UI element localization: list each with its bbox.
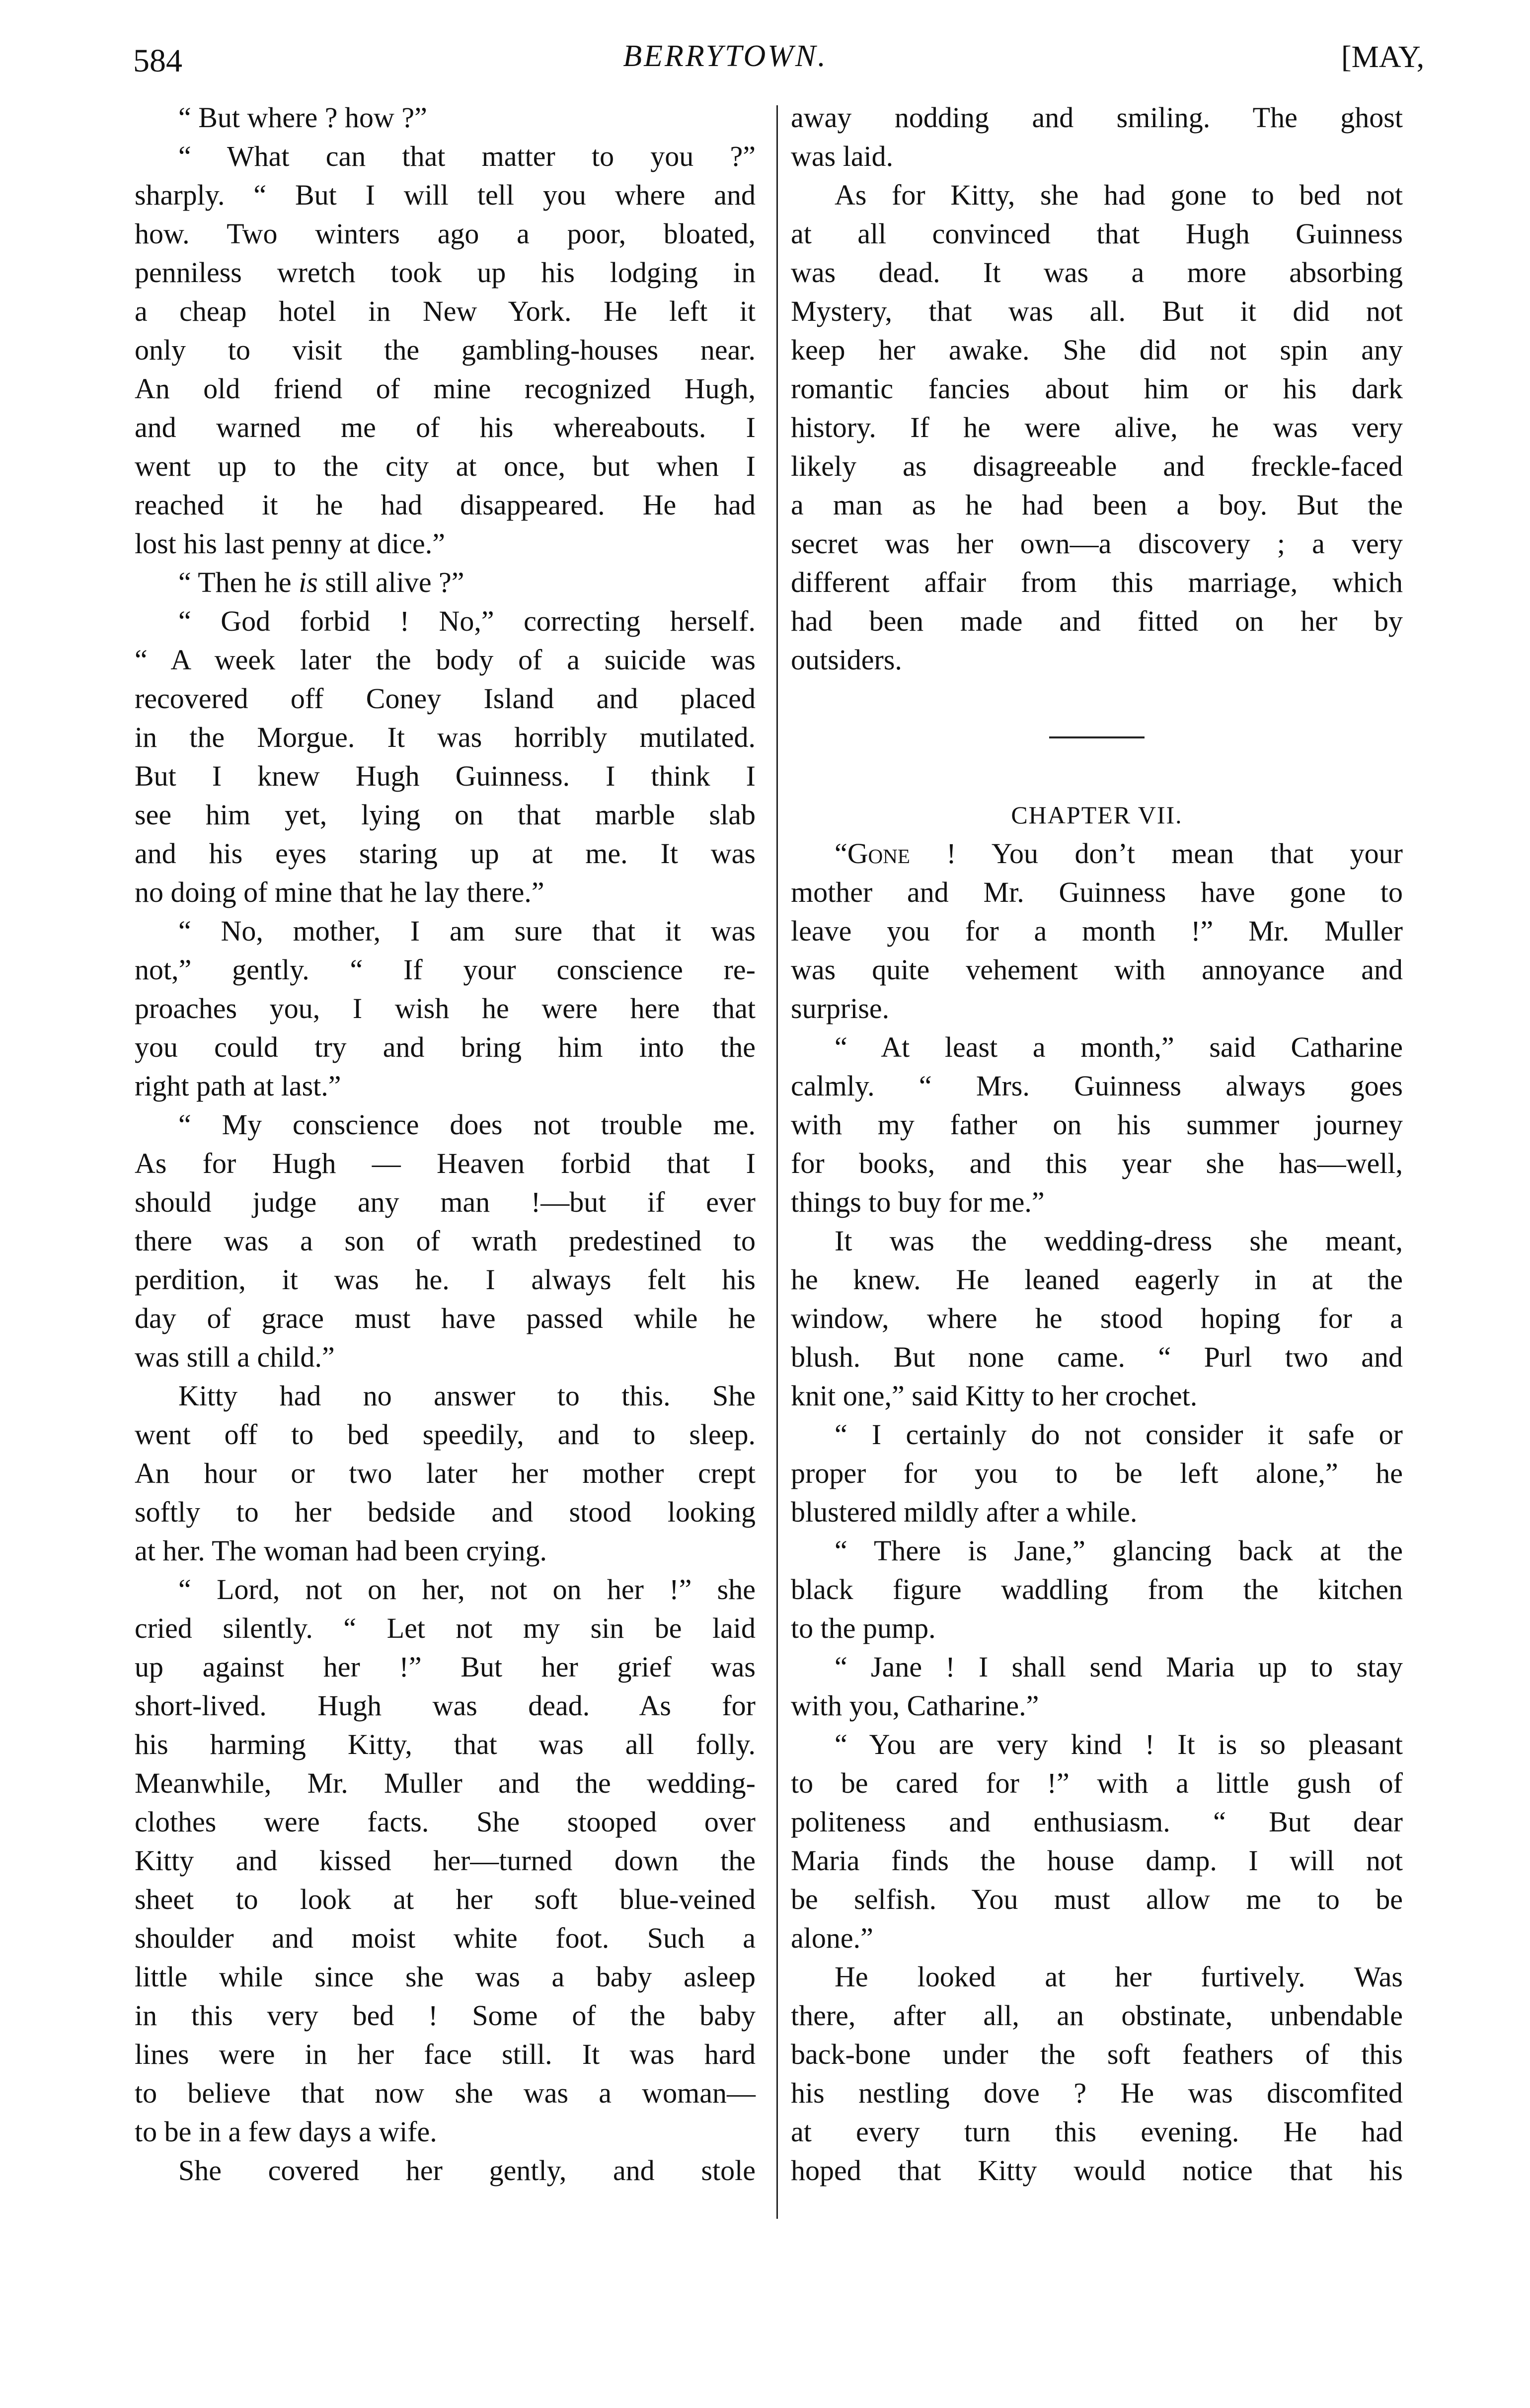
line-text: was quite vehement with annoyance and <box>791 953 1403 986</box>
line-text: you could try and bring him into the <box>135 1031 756 1063</box>
line-text: his harming Kitty, that was all folly. <box>135 1728 756 1760</box>
line-text: was dead. It was a more absorbing <box>791 256 1403 289</box>
line-text: be selfish. You must allow me to be <box>791 1883 1403 1915</box>
line-text: perdition, it was he. I always felt his <box>135 1263 756 1296</box>
text-line <box>791 137 1403 176</box>
line-text: calmly. “ Mrs. Guinness always goes <box>791 1070 1403 1102</box>
line-text: An old friend of mine recognized Hugh, <box>135 372 756 405</box>
line-text: “ At least a month,” said Catharine <box>835 1031 1403 1063</box>
text-line <box>791 176 1403 215</box>
line-text-continued: ! You don’t mean that your <box>910 837 1403 870</box>
line-text: things to buy for me.” <box>791 1186 1045 1218</box>
text-line <box>791 1105 1403 1144</box>
text-line <box>135 1454 756 1493</box>
text-line <box>791 873 1403 912</box>
right-column <box>791 98 1403 2190</box>
text-line <box>135 796 756 834</box>
text-line <box>791 1880 1403 1919</box>
text-line <box>791 1841 1403 1880</box>
line-text: there was a son of wrath predestined to <box>135 1225 756 1257</box>
line-text: for books, and this year she has—well, <box>791 1147 1403 1179</box>
text-line <box>135 563 756 602</box>
right-column-before-break <box>791 98 1403 679</box>
line-text: surprise. <box>791 992 890 1024</box>
line-text: day of grace must have passed while he <box>135 1302 756 1334</box>
text-line <box>135 834 756 873</box>
text-line <box>135 253 756 292</box>
line-text: An hour or two later her mother crept <box>135 1457 756 1489</box>
text-line <box>135 1415 756 1454</box>
line-text: secret was her own—a discovery ; a very <box>791 527 1403 560</box>
text-line <box>135 176 756 215</box>
running-head <box>0 20 1530 79</box>
text-line <box>135 912 756 950</box>
text-line <box>791 1570 1403 1609</box>
text-line <box>135 292 756 331</box>
text-line <box>791 292 1403 331</box>
line-text: a man as he had been a boy. But the <box>791 489 1403 521</box>
text-line <box>791 1144 1403 1183</box>
line-text: softly to her bedside and stood looking <box>135 1496 756 1528</box>
line-text: Kitty and kissed her—turned down the <box>135 1844 756 1877</box>
line-text: “ But where ? how ?” <box>178 101 427 134</box>
line-text: She covered her gently, and stole <box>178 2154 756 2187</box>
line-text: keep her awake. She did not spin any <box>791 334 1403 366</box>
line-text: politeness and enthusiasm. “ But dear <box>791 1806 1403 1838</box>
line-text: “ A week later the body of a suicide was <box>135 644 756 676</box>
left-column <box>135 98 756 2190</box>
line-text: It was the wedding-dress she meant, <box>835 1225 1403 1257</box>
line-text: lost his last penny at dice.” <box>135 527 445 560</box>
text-line <box>791 1415 1403 1454</box>
text-line <box>791 563 1403 602</box>
text-line <box>135 989 756 1028</box>
line-text: with my father on his summer journey <box>791 1108 1403 1141</box>
line-text: in the Morgue. It was horribly mutilated. <box>135 721 756 753</box>
spacer <box>791 679 1403 718</box>
text-line <box>135 1725 756 1764</box>
column-divider <box>776 105 778 2219</box>
text-line <box>791 2035 1403 2074</box>
line-text: he knew. He leaned eagerly in at the <box>791 1263 1403 1296</box>
text-line <box>135 98 756 137</box>
line-text: sharply. “ But I will tell you where and <box>135 179 756 211</box>
line-text: blustered mildly after a while. <box>791 1496 1138 1528</box>
line-text: and warned me of his whereabouts. I <box>135 411 756 443</box>
line-text: As for Kitty, she had gone to bed not <box>835 179 1403 211</box>
line-text: window, where he stood hoping for a <box>791 1302 1403 1334</box>
text-line <box>135 1532 756 1570</box>
line-text: Maria finds the house damp. I will not <box>791 1844 1403 1877</box>
line-text-continued: still alive ?” <box>317 566 464 598</box>
text-line <box>135 1067 756 1105</box>
line-text: to the pump. <box>791 1612 936 1644</box>
line-text: lines were in her face still. It was hard <box>135 2038 756 2070</box>
small-caps-lead-word: Gone <box>847 837 910 870</box>
line-text: and his eyes staring up at me. It was <box>135 837 756 870</box>
text-line <box>791 2151 1403 2190</box>
text-line <box>791 2113 1403 2151</box>
line-text: short-lived. Hugh was dead. As for <box>135 1689 756 1722</box>
line-text: had been made and fitted on her by <box>791 605 1403 637</box>
text-line <box>135 1570 756 1609</box>
text-line <box>791 1222 1403 1260</box>
text-line <box>135 1764 756 1803</box>
line-text: to believe that now she was a woman— <box>135 2077 756 2109</box>
line-text: “ You are very kind ! It is so pleasant <box>835 1728 1403 1760</box>
line-text: romantic fancies about him or his dark <box>791 372 1403 405</box>
text-line <box>791 912 1403 950</box>
text-line <box>135 1493 756 1532</box>
text-line <box>791 1609 1403 1648</box>
chapter-heading: CHAPTER VII. <box>1011 801 1183 829</box>
line-text: recovered off Coney Island and placed <box>135 682 756 715</box>
line-text: see him yet, lying on that marble slab <box>135 799 756 831</box>
line-text: different affair from this marriage, which <box>791 566 1403 598</box>
line-text: back-bone under the soft feathers of this <box>791 2038 1403 2070</box>
line-text: leave you for a month !” Mr. Muller <box>791 915 1403 947</box>
text-line <box>791 215 1403 253</box>
line-text: “ Jane ! I shall send Maria up to stay <box>835 1651 1403 1683</box>
text-line <box>791 1454 1403 1493</box>
text-line <box>135 679 756 718</box>
line-text: at her. The woman had been crying. <box>135 1534 547 1567</box>
text-line <box>791 1958 1403 1996</box>
line-text: not,” gently. “ If your conscience re- <box>135 953 756 986</box>
text-line <box>135 1686 756 1725</box>
text-line <box>135 1222 756 1260</box>
line-text: Mystery, that was all. But it did not <box>791 295 1403 327</box>
text-line <box>791 447 1403 486</box>
text-line <box>135 1609 756 1648</box>
line-text: Meanwhile, Mr. Muller and the wedding- <box>135 1767 756 1799</box>
text-line <box>791 1764 1403 1803</box>
line-text: away nodding and smiling. The ghost <box>791 101 1403 134</box>
line-text: outsiders. <box>791 644 902 676</box>
line-text: went up to the city at once, but when I <box>135 450 756 482</box>
text-line <box>135 1338 756 1377</box>
line-text: how. Two winters ago a poor, bloated, <box>135 218 756 250</box>
text-line <box>135 524 756 563</box>
text-line <box>135 1841 756 1880</box>
text-line <box>135 1260 756 1299</box>
line-text: right path at last.” <box>135 1070 341 1102</box>
text-line <box>135 2035 756 2074</box>
line-text: “ I certainly do not consider it safe or <box>835 1418 1403 1451</box>
line-text: “ My conscience does not trouble me. <box>178 1108 756 1141</box>
text-line <box>791 369 1403 408</box>
line-text: with you, Catharine.” <box>791 1689 1039 1722</box>
text-line <box>791 834 1403 873</box>
running-date: [MAY, <box>1341 40 1425 74</box>
text-line <box>135 602 756 641</box>
text-line <box>135 1803 756 1841</box>
line-text: “ God forbid ! No,” correcting herself. <box>178 605 756 637</box>
text-line <box>791 1919 1403 1958</box>
line-text: at all convinced that Hugh Guinness <box>791 218 1403 250</box>
text-line <box>791 602 1403 641</box>
text-line <box>135 486 756 524</box>
line-text: knit one,” said Kitty to her crochet. <box>791 1380 1198 1412</box>
text-line <box>791 1493 1403 1532</box>
text-line <box>791 1532 1403 1570</box>
text-line <box>135 1648 756 1686</box>
text-line <box>135 1996 756 2035</box>
line-text: was laid. <box>791 140 894 172</box>
right-column-after-break <box>791 834 1403 2190</box>
italic-emphasis: is <box>299 566 318 598</box>
line-text: alone.” <box>791 1922 873 1954</box>
text-line <box>135 1144 756 1183</box>
text-line <box>135 718 756 757</box>
line-text: likely as disagreeable and freckle-faced <box>791 450 1403 482</box>
text-line <box>135 1919 756 1958</box>
text-line <box>791 408 1403 447</box>
text-line <box>791 1067 1403 1105</box>
line-text: only to visit the gambling-houses near. <box>135 334 756 366</box>
line-text: “ Then he <box>178 566 299 598</box>
line-text: As for Hugh — Heaven forbid that I <box>135 1147 756 1179</box>
line-text: his nestling dove ? He was discomfited <box>791 2077 1403 2109</box>
text-line <box>135 757 756 796</box>
section-break <box>791 718 1403 757</box>
line-text: mother and Mr. Guinness have gone to <box>791 876 1403 908</box>
text-line <box>135 1880 756 1919</box>
line-text: to be cared for !” with a little gush of <box>791 1767 1403 1799</box>
text-line <box>135 2151 756 2190</box>
line-text: should judge any man !—but if ever <box>135 1186 756 1218</box>
line-text: Kitty had no answer to this. She <box>178 1380 756 1412</box>
text-line <box>135 137 756 176</box>
text-line <box>791 1377 1403 1415</box>
text-line <box>135 447 756 486</box>
line-text: up against her !” But her grief was <box>135 1651 756 1683</box>
text-line <box>135 1377 756 1415</box>
text-line <box>791 1260 1403 1299</box>
text-line <box>135 2074 756 2113</box>
text-line <box>791 641 1403 679</box>
text-line <box>135 369 756 408</box>
text-line <box>791 1028 1403 1067</box>
line-text: proaches you, I wish he were here that <box>135 992 756 1024</box>
text-line <box>791 1183 1403 1222</box>
text-line <box>791 1338 1403 1377</box>
text-line <box>791 524 1403 563</box>
line-text: in this very bed ! Some of the baby <box>135 1999 756 2032</box>
line-text: proper for you to be left alone,” he <box>791 1457 1403 1489</box>
text-line <box>791 1299 1403 1338</box>
text-line <box>791 98 1403 137</box>
text-line <box>135 2113 756 2151</box>
text-line <box>135 1958 756 1996</box>
line-text: shoulder and moist white foot. Such a <box>135 1922 756 1954</box>
line-text: blush. But none came. “ Purl two and <box>791 1341 1403 1373</box>
text-line <box>135 1028 756 1067</box>
line-text: penniless wretch took up his lodging in <box>135 256 756 289</box>
line-text: a cheap hotel in New York. He left it <box>135 295 756 327</box>
text-line <box>135 1183 756 1222</box>
text-line <box>791 331 1403 369</box>
line-text: But I knew Hugh Guinness. I think I <box>135 760 756 792</box>
text-line <box>791 950 1403 989</box>
line-text: “ No, mother, I am sure that it was <box>178 915 756 947</box>
text-line <box>791 989 1403 1028</box>
text-line <box>791 2074 1403 2113</box>
text-line <box>135 215 756 253</box>
line-text: black figure waddling from the kitchen <box>791 1573 1403 1605</box>
line-text: “ <box>835 837 847 870</box>
text-line <box>791 1686 1403 1725</box>
text-line <box>135 950 756 989</box>
page-number: 584 <box>133 43 182 79</box>
line-text: clothes were facts. She stooped over <box>135 1806 756 1838</box>
line-text: hoped that Kitty would notice that his <box>791 2154 1403 2187</box>
line-text: “ What can that matter to you ?” <box>178 140 756 172</box>
line-text: cried silently. “ Let not my sin be laid <box>135 1612 756 1644</box>
text-line <box>791 486 1403 524</box>
text-line <box>135 1299 756 1338</box>
line-text: little while since she was a baby asleep <box>135 1961 756 1993</box>
text-line <box>791 1725 1403 1764</box>
spacer <box>791 757 1403 796</box>
line-text: there, after all, an obstinate, unbendable <box>791 1999 1403 2032</box>
line-text: no doing of mine that he lay there.” <box>135 876 544 908</box>
line-text: went off to bed speedily, and to sleep. <box>135 1418 756 1451</box>
line-text: history. If he were alive, he was very <box>791 411 1403 443</box>
running-title: BERRYTOWN. <box>623 39 828 73</box>
text-line <box>135 873 756 912</box>
line-text: reached it he had disappeared. He had <box>135 489 756 521</box>
line-text: He looked at her furtively. Was <box>835 1961 1403 1993</box>
text-line <box>791 1648 1403 1686</box>
line-text: at every turn this evening. He had <box>791 2116 1403 2148</box>
text-line <box>791 253 1403 292</box>
line-text: was still a child.” <box>135 1341 335 1373</box>
line-text: to be in a few days a wife. <box>135 2116 437 2148</box>
text-line <box>135 408 756 447</box>
text-line <box>135 641 756 679</box>
line-text: sheet to look at her soft blue-veined <box>135 1883 756 1915</box>
text-line <box>791 1803 1403 1841</box>
text-line <box>135 1105 756 1144</box>
text-line <box>135 331 756 369</box>
text-line <box>791 1996 1403 2035</box>
section-rule <box>1049 736 1145 738</box>
line-text: “ There is Jane,” glancing back at the <box>835 1534 1403 1567</box>
line-text: “ Lord, not on her, not on her !” she <box>178 1573 756 1605</box>
